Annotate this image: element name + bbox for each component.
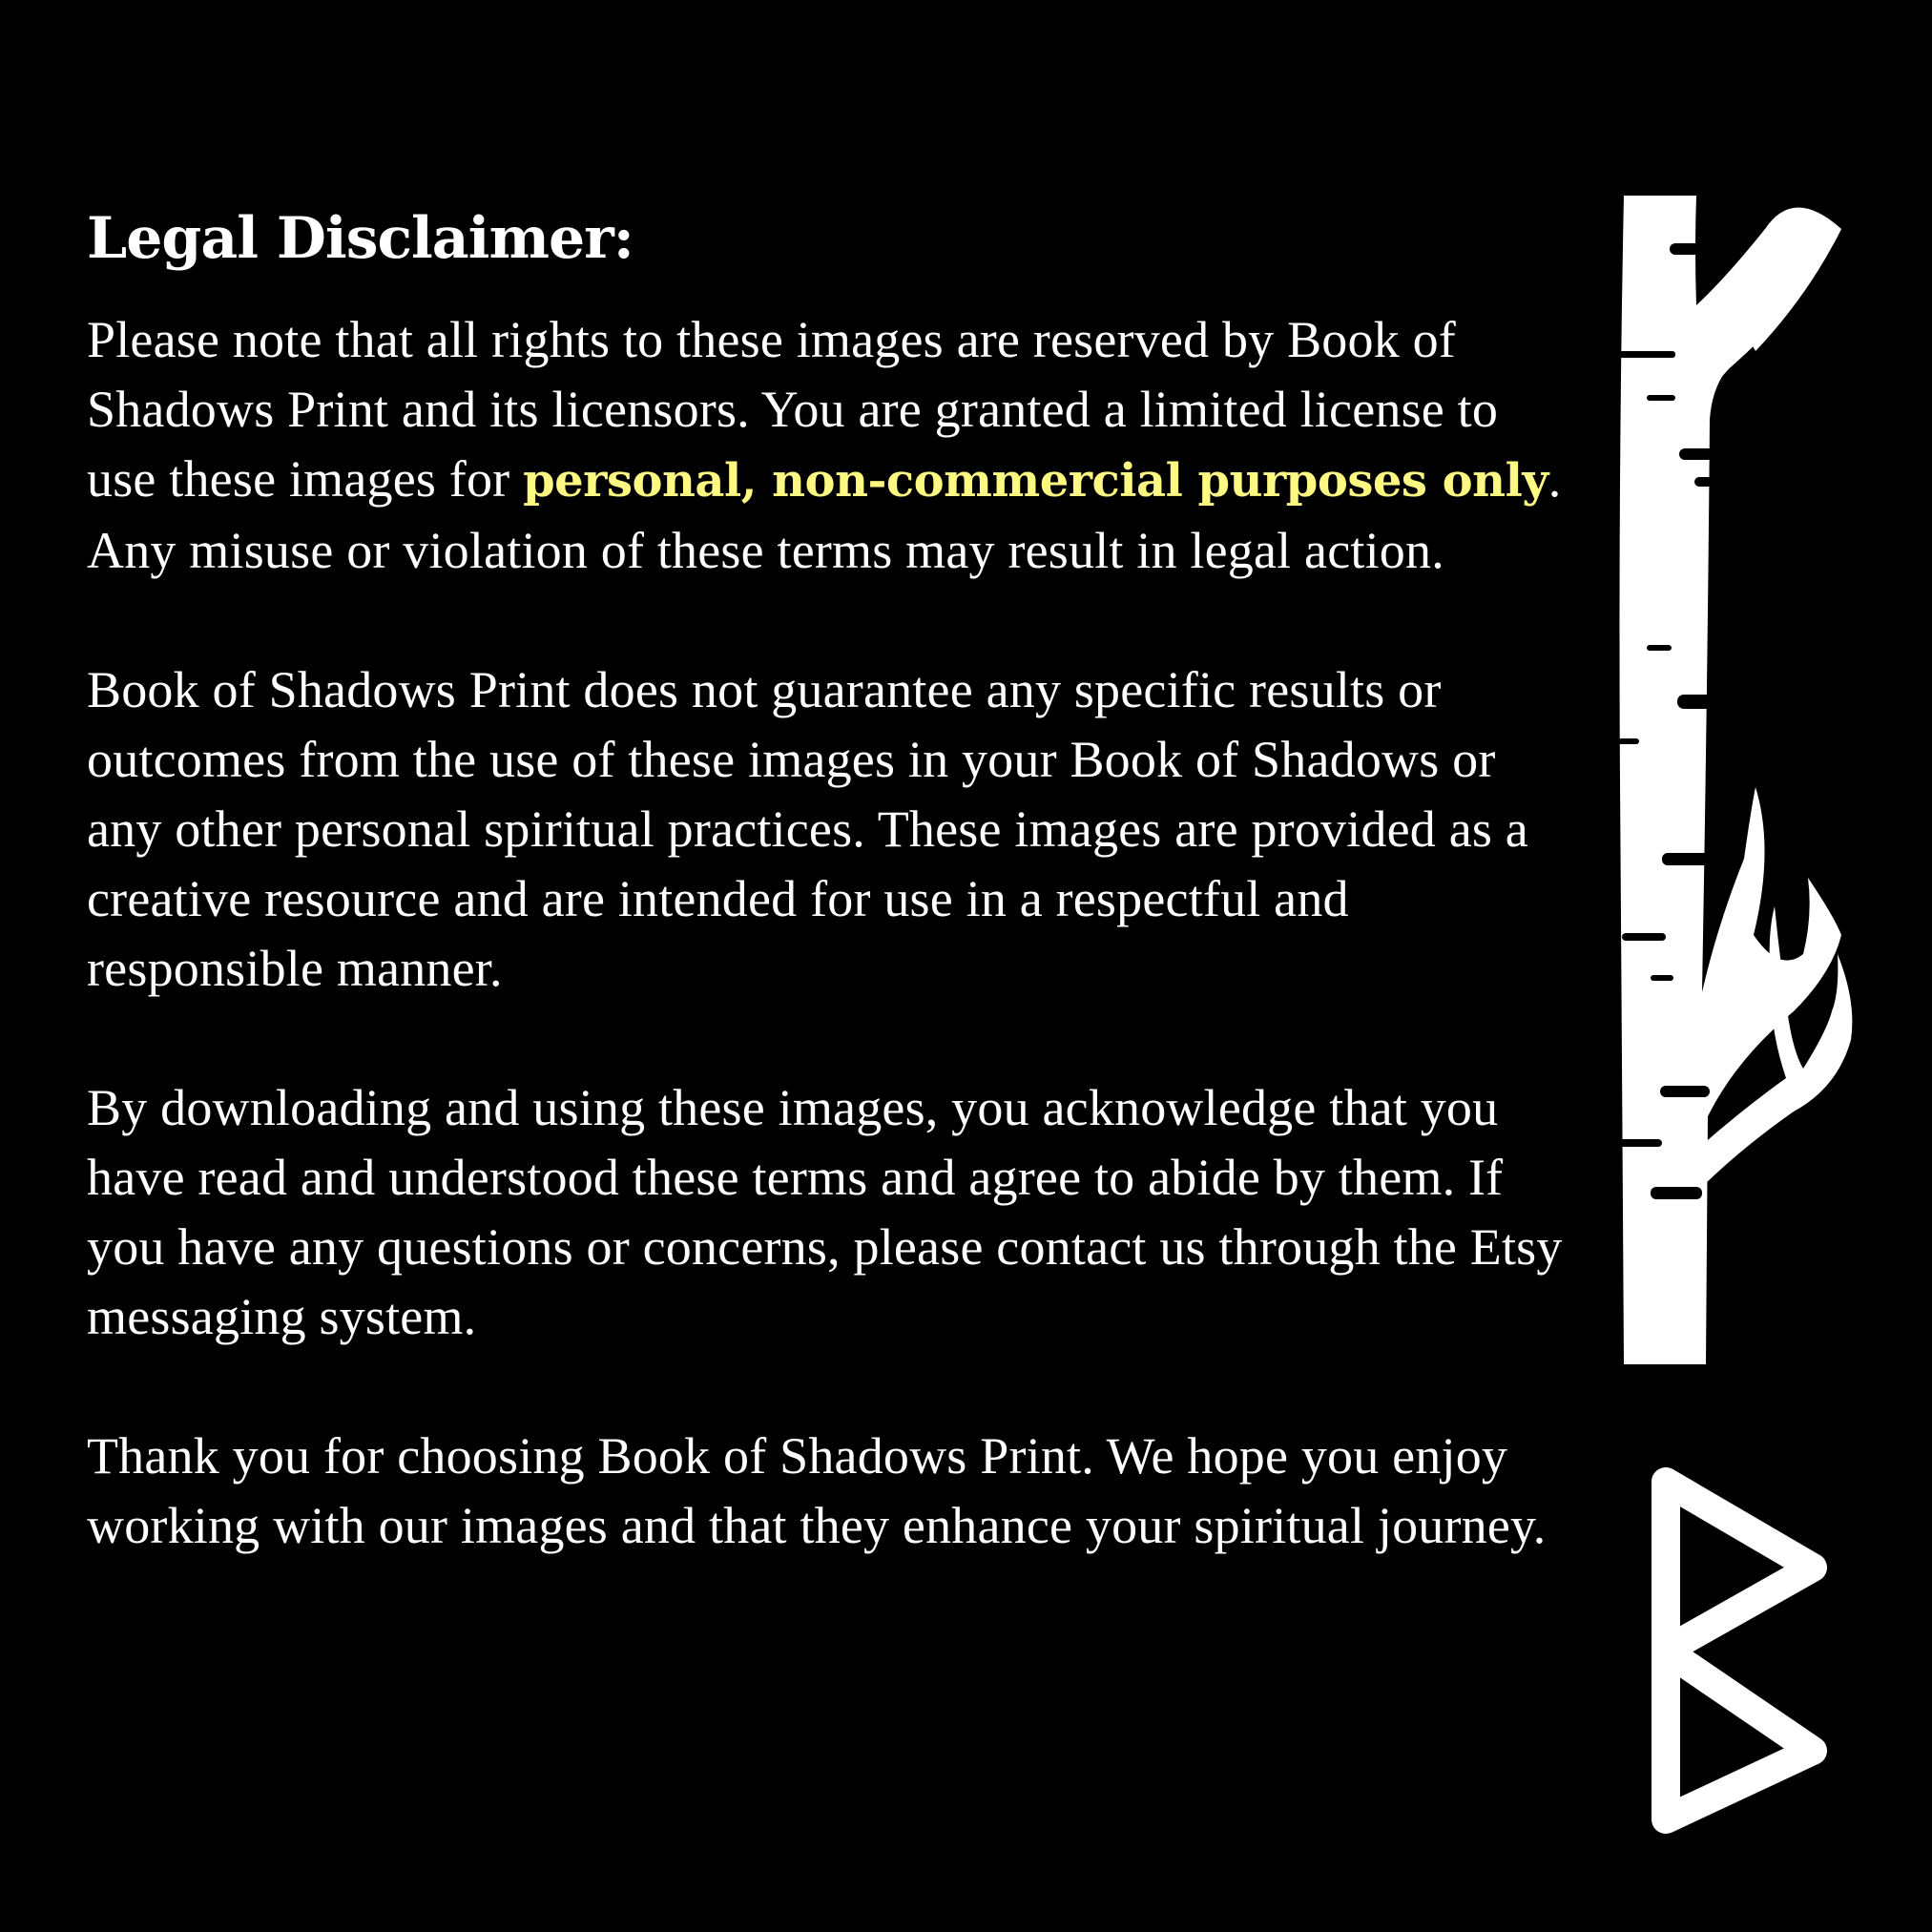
paragraph-acknowledge: By downloading and using these images, you acknowledge that you have read and understood these terms and agree to abide by them. If you have any questions or concerns, please contact us through the Etsy messaging system.: [87, 1079, 1563, 1345]
highlight-personal-use: personal, non-commercial purposes only: [523, 454, 1548, 508]
paragraph-rights-text-start: Please note that all rights to these images are reserved by Book of Shadows Print and its licensors. You are granted a limited license to use these images for: [87, 311, 1499, 508]
disclaimer-content: [87, 191, 1575, 1631]
berkano-rune-icon: [1649, 1465, 1839, 1837]
page-title: Legal Disclaimer:: [87, 205, 634, 272]
birch-tree-icon: [1612, 191, 1870, 1374]
paragraph-rights-text-end: . Any misuse or violation of these terms may result in legal action.: [87, 450, 1562, 579]
paragraph-rights: [87, 305, 1575, 586]
paragraph-thank-you: Thank you for choosing Book of Shadows Print. We hope you enjoy working with our images and that they enhance your spiritual journey.: [87, 1427, 1547, 1554]
paragraph-no-guarantee: Book of Shadows Print does not guarantee any specific results or outcomes from the use of these images in your Book of Shadows or any other personal spiritual practices. These images are provided as a creative resource and are intended for use in a respectful and responsible manner.: [87, 661, 1528, 997]
